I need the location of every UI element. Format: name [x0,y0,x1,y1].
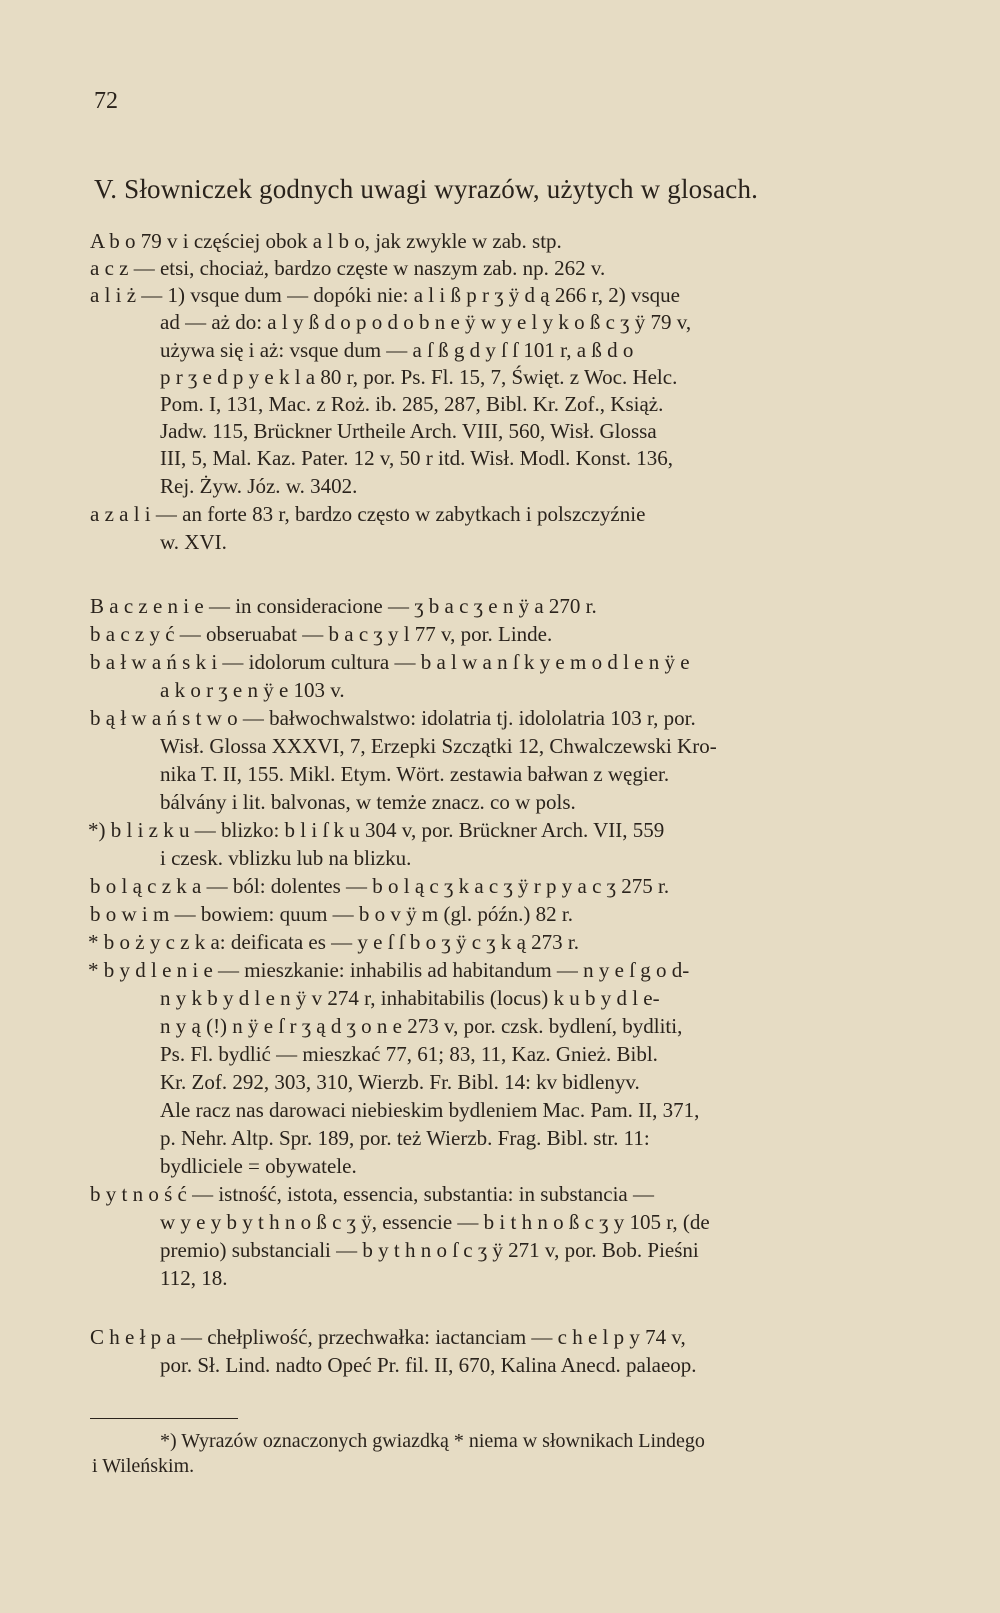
text-line: B a c z e n i e — in consideracione — ʒ b a c ʒ e n ÿ a 270 r. [90,594,597,618]
text-line: * b y d l e n i e — mieszkanie: inhabilis ad habitandum — n y e ſ g o d- [88,958,690,982]
text-line: n y ą (!) n ÿ e ſ r ʒ ą d ʒ o n e 273 v, por. czsk. bydlení, bydliti, [160,1014,683,1038]
text-line: p r ʒ e d p y e k l a 80 r, por. Ps. Fl. 15, 7, Święt. z Woc. Helc. [160,365,678,389]
text-line: Ps. Fl. bydlić — mieszkać 77, 61; 83, 11, Kaz. Gnież. Bibl. [160,1042,658,1066]
text-line: *) b l i z k u — blizko: b l i ſ k u 304 v, por. Brückner Arch. VII, 559 [88,818,665,842]
section-title: V. Słowniczek godnych uwagi wyrazów, użytych w glosach. [94,174,759,204]
footnote-line: i Wileńskim. [92,1455,195,1477]
text-line: w y e y b y t h n o ß c ʒ ÿ, essencie — b i t h n o ß c ʒ y 105 r, (de [160,1210,710,1234]
text-line: Pom. I, 131, Mac. z Roż. ib. 285, 287, Bibl. Kr. Zof., Książ. [160,392,664,416]
text-line: b ą ł w a ń s t w o — bałwochwalstwo: idolatria tj. idololatria 103 r, por. [90,706,696,730]
text-line: b a c z y ć — obseruabat — b a c ʒ y l 77 v, por. Linde. [90,622,553,646]
text-line: Rej. Żyw. Józ. w. 3402. [160,474,358,498]
text-line: III, 5, Mal. Kaz. Pater. 12 v, 50 r itd. Wisł. Modl. Konst. 136, [160,446,674,470]
text-line: C h e ł p a — chełpliwość, przechwałka: iactanciam — c h e l p y 74 v, [90,1325,686,1349]
page-number: 72 [94,88,118,114]
text-line: Ale racz nas darowaci niebieskim bydleniem Mac. Pam. II, 371, [160,1098,700,1122]
footnote-rule [90,1418,238,1419]
text-line: por. Sł. Lind. nadto Opeć Pr. fil. II, 670, Kalina Anecd. palaeop. [160,1353,697,1377]
text-line: a z a l i — an forte 83 r, bardzo często w zabytkach i polszczyźnie [90,502,646,526]
text-line: b o l ą c z k a — ból: dolentes — b o l ą c ʒ k a c ʒ ÿ r p y a c ʒ 275 r. [90,874,670,898]
text-line: * b o ż y c z k a: deificata es — y e ſ ſ b o ʒ ÿ c ʒ k ą 273 r. [88,930,579,954]
text-line: premio) substanciali — b y t h n o ſ c ʒ ÿ 271 v, por. Bob. Pieśni [160,1238,699,1262]
text-line: p. Nehr. Altp. Spr. 189, por. też Wierzb. Frag. Bibl. str. 11: [160,1126,650,1150]
text-line: w. XVI. [160,530,227,554]
text-line: Wisł. Glossa XXXVI, 7, Erzepki Szczątki 12, Chwalczewski Kro- [160,734,717,758]
footnote-line: *) Wyrazów oznaczonych gwiazdką * niema w słownikach Lindego [160,1430,705,1452]
text-line: b a ł w a ń s k i — idolorum cultura — b a l w a n ſ k y e m o d l e n ÿ e [90,650,690,674]
text-line: nika T. II, 155. Mikl. Etym. Wört. zestawia bałwan z węgier. [160,762,670,786]
text-line: n y k b y d l e n ÿ v 274 r, inhabitabilis (locus) k u b y d l e- [160,986,660,1010]
text-line: a k o r ʒ e n ÿ e 103 v. [160,678,345,702]
text-line: b y t n o ś ć — istność, istota, essencia, substantia: in substancia — [90,1182,655,1206]
text-line: a l i ż — 1) vsque dum — dopóki nie: a l i ß p r ʒ ÿ d ą 266 r, 2) vsque [90,283,680,307]
text-line: używa się i aż: vsque dum — a ſ ß g d y ſ ſ 101 r, a ß d o [160,338,634,362]
text-line: bydliciele = obywatele. [160,1154,357,1178]
text-line: Jadw. 115, Brückner Urtheile Arch. VIII, 560, Wisł. Glossa [160,419,657,443]
text-line: b o w i m — bowiem: quum — b o v ÿ m (gl. późn.) 82 r. [90,902,573,926]
text-line: a c z — etsi, chociaż, bardzo częste w naszym zab. np. 262 v. [90,256,606,280]
text-line: i czesk. vblizku lub na blizku. [160,846,412,870]
text-line: bálvány i lit. balvonas, w temże znacz. co w pols. [160,790,576,814]
text-line: A b o 79 v i częściej obok a l b o, jak zwykle w zab. stp. [90,229,562,253]
text-line: Kr. Zof. 292, 303, 310, Wierzb. Fr. Bibl. 14: kv bidlenyv. [160,1070,640,1094]
text-line: 112, 18. [160,1266,228,1290]
text-line: ad — aż do: a l y ß d o p o d o b n e ÿ w y e l y k o ß c ʒ ÿ 79 v, [160,310,692,334]
